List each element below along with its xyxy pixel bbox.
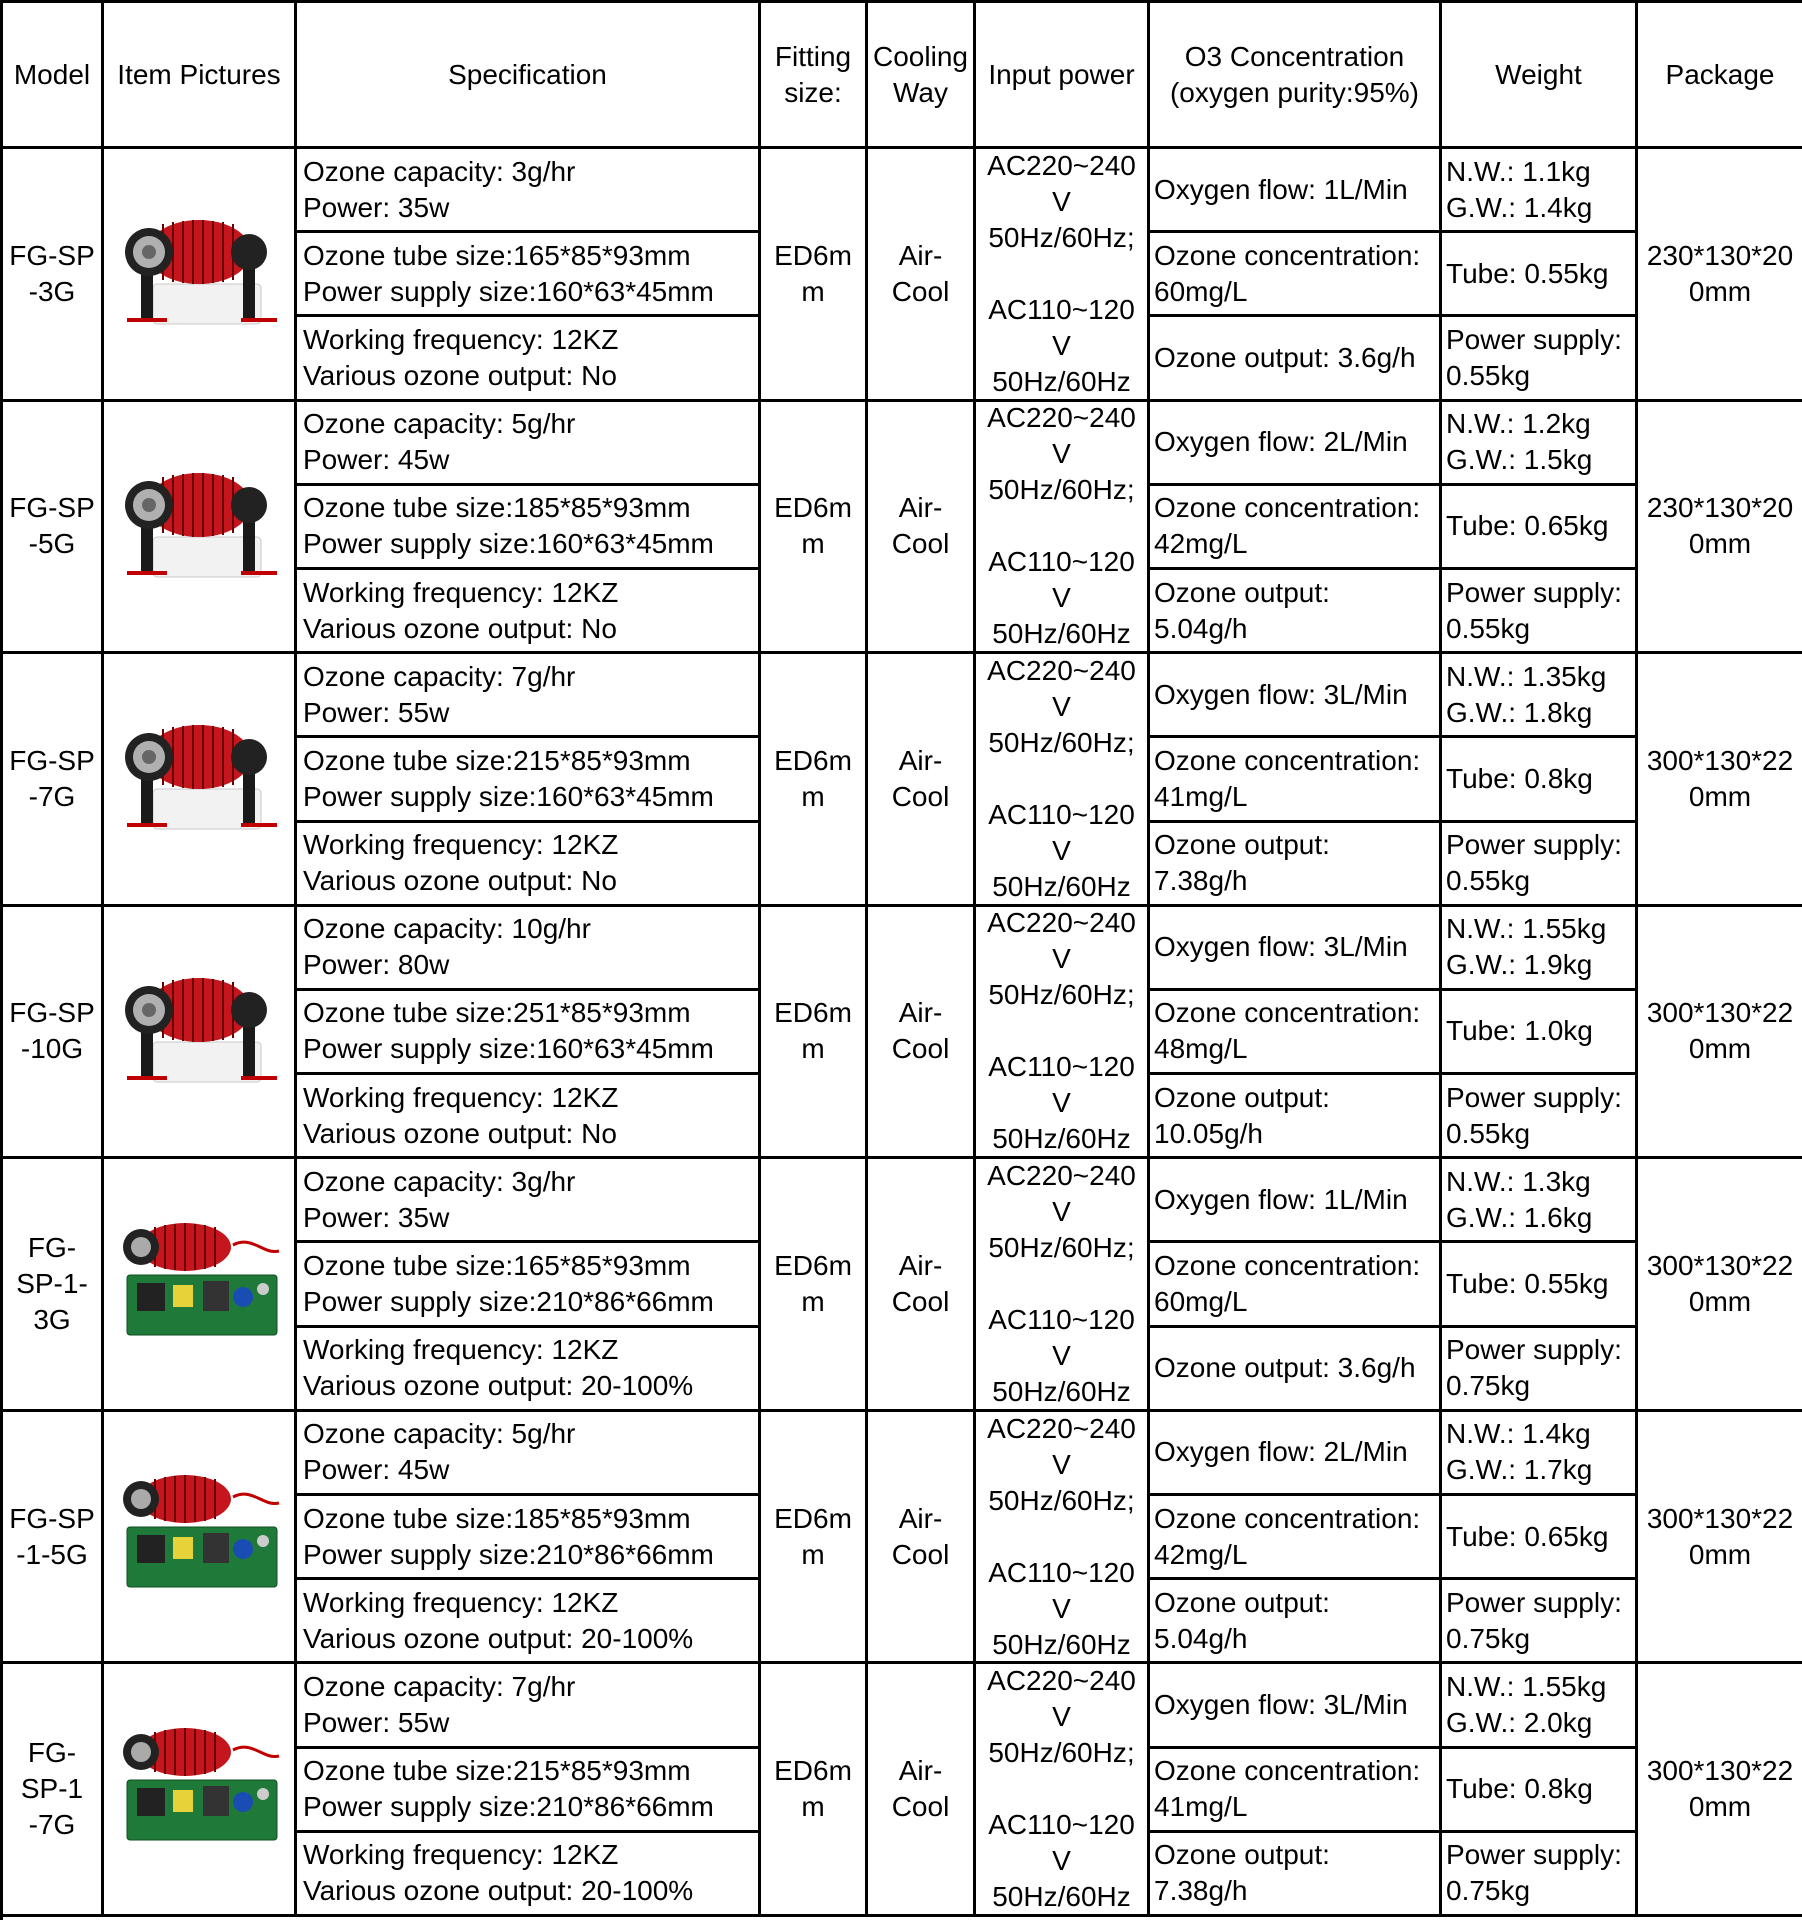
fitting-size-cell: ED6m m: [761, 907, 868, 1160]
spec-cell: Working frequency: 12KZ Various ozone output: 20-100%: [297, 1580, 761, 1664]
package-cell: 300*130*22 0mm: [1638, 1159, 1802, 1412]
ozone-generator-board-icon: [113, 1457, 285, 1616]
spec-cell: Working frequency: 12KZ Various ozone output: 20-100%: [297, 1833, 761, 1917]
o3-cell: Ozone output: 3.6g/h: [1150, 317, 1442, 401]
o3-cell: Oxygen flow: 3L/Min: [1150, 1664, 1442, 1748]
model-cell: FG- SP-1- 3G: [3, 1159, 104, 1412]
product-photo: [104, 149, 297, 402]
header-weight: Weight: [1442, 3, 1638, 149]
o3-cell: Ozone concentration: 42mg/L: [1150, 1496, 1442, 1580]
input-power-cell: AC220~240 V 50Hz/60Hz; AC110~120 V 50Hz/60Hz: [976, 1664, 1150, 1917]
o3-cell: Oxygen flow: 2L/Min: [1150, 402, 1442, 486]
spec-cell: Working frequency: 12KZ Various ozone output: No: [297, 317, 761, 401]
model-cell: FG-SP -3G: [3, 149, 104, 402]
o3-cell: Ozone concentration: 41mg/L: [1150, 1749, 1442, 1833]
header-input-power: Input power: [976, 3, 1150, 149]
weight-cell: Power supply: 0.55kg: [1442, 317, 1638, 401]
spec-cell: Ozone tube size:215*85*93mm Power supply size:210*86*66mm: [297, 1749, 761, 1833]
product-photo: [104, 1664, 297, 1917]
model-cell: FG-SP -10G: [3, 907, 104, 1160]
spec-cell: Ozone capacity: 3g/hr Power: 35w: [297, 1159, 761, 1243]
ozone-generator-icon: [113, 699, 285, 858]
ozone-generator-board-icon: [113, 1710, 285, 1869]
input-power-cell: AC220~240 V 50Hz/60Hz; AC110~120 V 50Hz/60Hz: [976, 1159, 1150, 1412]
package-cell: 300*130*22 0mm: [1638, 1412, 1802, 1665]
package-cell: 230*130*20 0mm: [1638, 149, 1802, 402]
weight-cell: Tube: 0.8kg: [1442, 1749, 1638, 1833]
cooling-way-cell: Air- Cool: [868, 402, 976, 655]
header-package: Package: [1638, 3, 1802, 149]
weight-cell: Tube: 0.8kg: [1442, 738, 1638, 822]
product-photo: [104, 907, 297, 1160]
fitting-size-cell: ED6m m: [761, 402, 868, 655]
spec-cell: Working frequency: 12KZ Various ozone output: 20-100%: [297, 1328, 761, 1412]
model-cell: FG- SP-1 -7G: [3, 1664, 104, 1917]
ozone-generator-icon: [113, 194, 285, 353]
weight-cell: N.W.: 1.55kg G.W.: 1.9kg: [1442, 907, 1638, 991]
model-cell: FG-SP -7G: [3, 654, 104, 907]
o3-cell: Ozone output: 7.38g/h: [1150, 823, 1442, 907]
spec-cell: Ozone capacity: 10g/hr Power: 80w: [297, 907, 761, 991]
fitting-size-cell: ED6m m: [761, 1159, 868, 1412]
weight-cell: N.W.: 1.1kg G.W.: 1.4kg: [1442, 149, 1638, 233]
o3-cell: Ozone output: 5.04g/h: [1150, 1580, 1442, 1664]
o3-cell: Oxygen flow: 2L/Min: [1150, 1412, 1442, 1496]
o3-cell: Oxygen flow: 1L/Min: [1150, 149, 1442, 233]
input-power-cell: AC220~240 V 50Hz/60Hz; AC110~120 V 50Hz/60Hz: [976, 907, 1150, 1160]
product-photo: [104, 1159, 297, 1412]
package-cell: 230*130*20 0mm: [1638, 402, 1802, 655]
spec-cell: Ozone tube size:165*85*93mm Power supply size:210*86*66mm: [297, 1243, 761, 1327]
ozone-generator-board-icon: [113, 1205, 285, 1364]
fitting-size-cell: ED6m m: [761, 1664, 868, 1917]
weight-cell: Power supply: 0.75kg: [1442, 1580, 1638, 1664]
cooling-way-cell: Air- Cool: [868, 1412, 976, 1665]
weight-cell: Power supply: 0.55kg: [1442, 570, 1638, 654]
weight-cell: Tube: 0.65kg: [1442, 1496, 1638, 1580]
weight-cell: Tube: 0.55kg: [1442, 1243, 1638, 1327]
model-cell: FG-SP -1-5G: [3, 1412, 104, 1665]
spec-cell: Working frequency: 12KZ Various ozone output: No: [297, 823, 761, 907]
o3-cell: Ozone concentration: 41mg/L: [1150, 738, 1442, 822]
cooling-way-cell: Air- Cool: [868, 1664, 976, 1917]
ozone-generator-icon: [113, 447, 285, 606]
spec-cell: Ozone tube size:165*85*93mm Power supply size:160*63*45mm: [297, 233, 761, 317]
cooling-way-cell: Air- Cool: [868, 907, 976, 1160]
ozone-generator-icon: [113, 952, 285, 1111]
weight-cell: N.W.: 1.35kg G.W.: 1.8kg: [1442, 654, 1638, 738]
spec-cell: Ozone capacity: 7g/hr Power: 55w: [297, 1664, 761, 1748]
o3-cell: Oxygen flow: 3L/Min: [1150, 654, 1442, 738]
header-item-pictures: Item Pictures: [104, 3, 297, 149]
spec-cell: Ozone tube size:215*85*93mm Power supply size:160*63*45mm: [297, 738, 761, 822]
header-specification: Specification: [297, 3, 761, 149]
weight-cell: Power supply: 0.75kg: [1442, 1833, 1638, 1917]
header-cooling-way: Cooling Way: [868, 3, 976, 149]
weight-cell: N.W.: 1.55kg G.W.: 2.0kg: [1442, 1664, 1638, 1748]
model-cell: FG-SP -5G: [3, 402, 104, 655]
header-fitting-size: Fitting size:: [761, 3, 868, 149]
o3-cell: Ozone output: 10.05g/h: [1150, 1075, 1442, 1159]
cooling-way-cell: Air- Cool: [868, 149, 976, 402]
spec-cell: Ozone tube size:251*85*93mm Power supply size:160*63*45mm: [297, 991, 761, 1075]
weight-cell: N.W.: 1.3kg G.W.: 1.6kg: [1442, 1159, 1638, 1243]
o3-cell: Oxygen flow: 3L/Min: [1150, 907, 1442, 991]
package-cell: 300*130*22 0mm: [1638, 1664, 1802, 1917]
o3-cell: Oxygen flow: 1L/Min: [1150, 1159, 1442, 1243]
weight-cell: N.W.: 1.4kg G.W.: 1.7kg: [1442, 1412, 1638, 1496]
spec-cell: Ozone tube size:185*85*93mm Power supply size:210*86*66mm: [297, 1496, 761, 1580]
weight-cell: N.W.: 1.2kg G.W.: 1.5kg: [1442, 402, 1638, 486]
weight-cell: Tube: 0.55kg: [1442, 233, 1638, 317]
weight-cell: Tube: 1.0kg: [1442, 991, 1638, 1075]
o3-cell: Ozone output: 7.38g/h: [1150, 1833, 1442, 1917]
o3-cell: Ozone concentration: 60mg/L: [1150, 1243, 1442, 1327]
input-power-cell: AC220~240 V 50Hz/60Hz; AC110~120 V 50Hz/60Hz: [976, 654, 1150, 907]
package-cell: 300*130*22 0mm: [1638, 907, 1802, 1160]
cooling-way-cell: Air- Cool: [868, 1159, 976, 1412]
header-o3-concentration: O3 Concentration (oxygen purity:95%): [1150, 3, 1442, 149]
spec-cell: Working frequency: 12KZ Various ozone output: No: [297, 570, 761, 654]
product-photo: [104, 654, 297, 907]
o3-cell: Ozone concentration: 48mg/L: [1150, 991, 1442, 1075]
spec-cell: Working frequency: 12KZ Various ozone output: No: [297, 1075, 761, 1159]
o3-cell: Ozone output: 3.6g/h: [1150, 1328, 1442, 1412]
input-power-cell: AC220~240 V 50Hz/60Hz; AC110~120 V 50Hz/60Hz: [976, 402, 1150, 655]
weight-cell: Power supply: 0.75kg: [1442, 1328, 1638, 1412]
weight-cell: Tube: 0.65kg: [1442, 486, 1638, 570]
weight-cell: Power supply: 0.55kg: [1442, 1075, 1638, 1159]
fitting-size-cell: ED6m m: [761, 149, 868, 402]
weight-cell: Power supply: 0.55kg: [1442, 823, 1638, 907]
input-power-cell: AC220~240 V 50Hz/60Hz; AC110~120 V 50Hz/60Hz: [976, 1412, 1150, 1665]
spec-cell: Ozone capacity: 5g/hr Power: 45w: [297, 402, 761, 486]
spec-cell: Ozone capacity: 5g/hr Power: 45w: [297, 1412, 761, 1496]
product-photo: [104, 1412, 297, 1665]
o3-cell: Ozone output: 5.04g/h: [1150, 570, 1442, 654]
header-model: Model: [3, 3, 104, 149]
product-photo: [104, 402, 297, 655]
fitting-size-cell: ED6m m: [761, 654, 868, 907]
package-cell: 300*130*22 0mm: [1638, 654, 1802, 907]
cooling-way-cell: Air- Cool: [868, 654, 976, 907]
spec-cell: Ozone capacity: 7g/hr Power: 55w: [297, 654, 761, 738]
spec-cell: Ozone capacity: 3g/hr Power: 35w: [297, 149, 761, 233]
spec-cell: Ozone tube size:185*85*93mm Power supply size:160*63*45mm: [297, 486, 761, 570]
o3-cell: Ozone concentration: 42mg/L: [1150, 486, 1442, 570]
fitting-size-cell: ED6m m: [761, 1412, 868, 1665]
o3-cell: Ozone concentration: 60mg/L: [1150, 233, 1442, 317]
input-power-cell: AC220~240 V 50Hz/60Hz; AC110~120 V 50Hz/60Hz: [976, 149, 1150, 402]
